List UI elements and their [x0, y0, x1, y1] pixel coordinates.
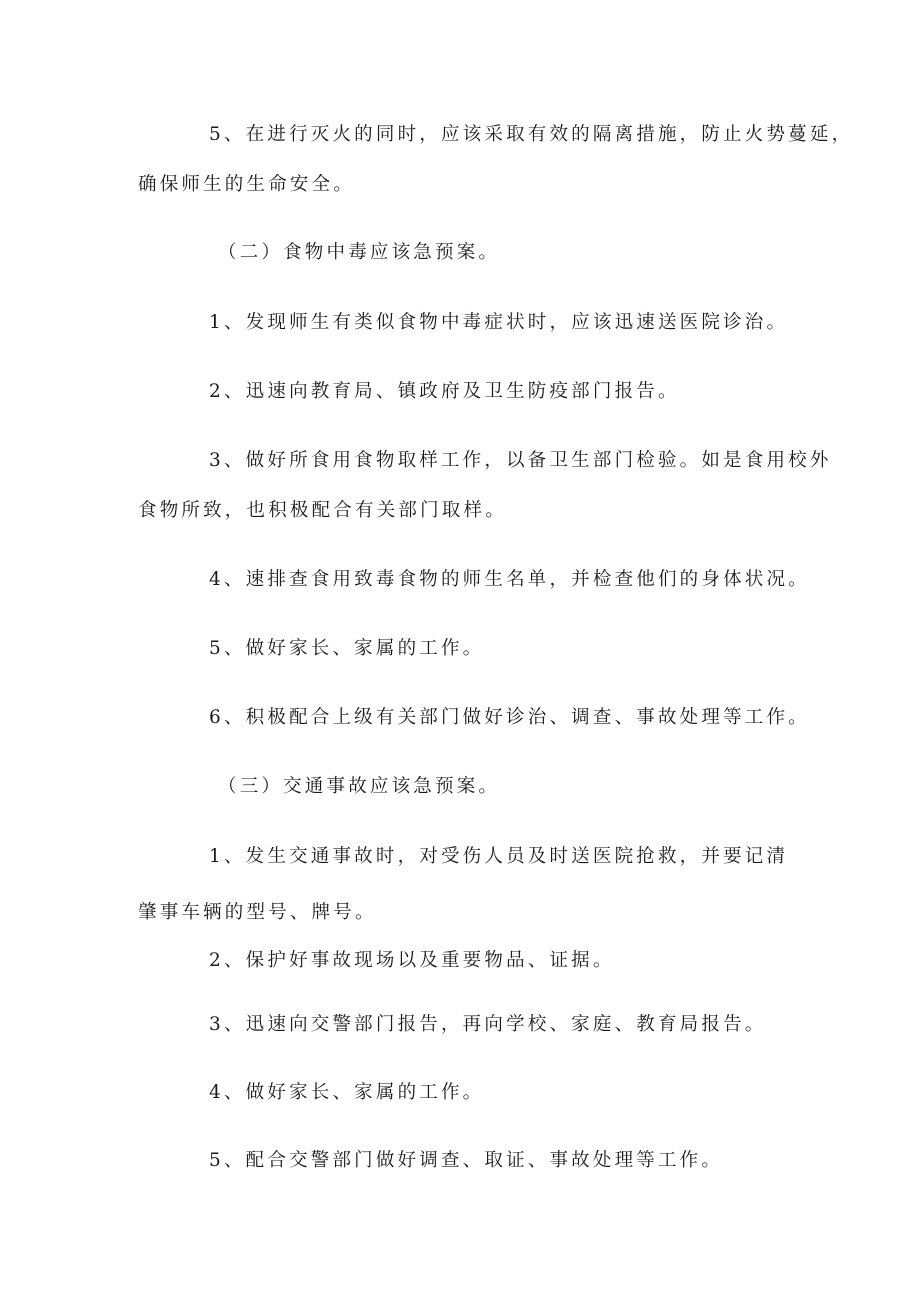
paragraph-fire-5-continued: 确保师生的生命安全。 — [138, 174, 356, 195]
paragraph-traffic-1: 1、发生交通事故时，对受伤人员及时送医院抢救，并要记清 — [209, 846, 789, 867]
paragraph-food-5: 5、做好家长、家属的工作。 — [209, 638, 485, 659]
paragraph-traffic-2: 2、保护好事故现场以及重要物品、证据。 — [209, 950, 615, 971]
paragraph-food-3-continued: 食物所致，也积极配合有关部门取样。 — [138, 500, 507, 521]
section-heading-traffic-accident: （三）交通事故应该急预案。 — [218, 776, 501, 797]
paragraph-food-3: 3、做好所食用食物取样工作，以备卫生部门检验。如是食用校外 — [209, 450, 832, 471]
paragraph-food-4: 4、速排查食用致毒食物的师生名单，并检查他们的身体状况。 — [209, 569, 810, 590]
paragraph-food-2: 2、迅速向教育局、镇政府及卫生防疫部门报告。 — [209, 381, 680, 402]
paragraph-traffic-5: 5、配合交警部门做好调查、取证、事故处理等工作。 — [209, 1150, 724, 1171]
paragraph-fire-5: 5、在进行灭火的同时，应该采取有效的隔离措施，防止火势蔓延， — [209, 124, 854, 145]
paragraph-traffic-3: 3、迅速向交警部门报告，再向学校、家庭、教育局报告。 — [209, 1014, 767, 1035]
paragraph-traffic-1-continued: 肇事车辆的型号、牌号。 — [138, 902, 377, 923]
paragraph-traffic-4: 4、做好家长、家属的工作。 — [209, 1082, 485, 1103]
paragraph-food-1: 1、发现师生有类似食物中毒症状时，应该迅速送医院诊治。 — [209, 312, 789, 333]
section-heading-food-poisoning: （二）食物中毒应该急预案。 — [218, 242, 501, 263]
paragraph-food-6: 6、积极配合上级有关部门做好诊治、调查、事故处理等工作。 — [209, 707, 810, 728]
